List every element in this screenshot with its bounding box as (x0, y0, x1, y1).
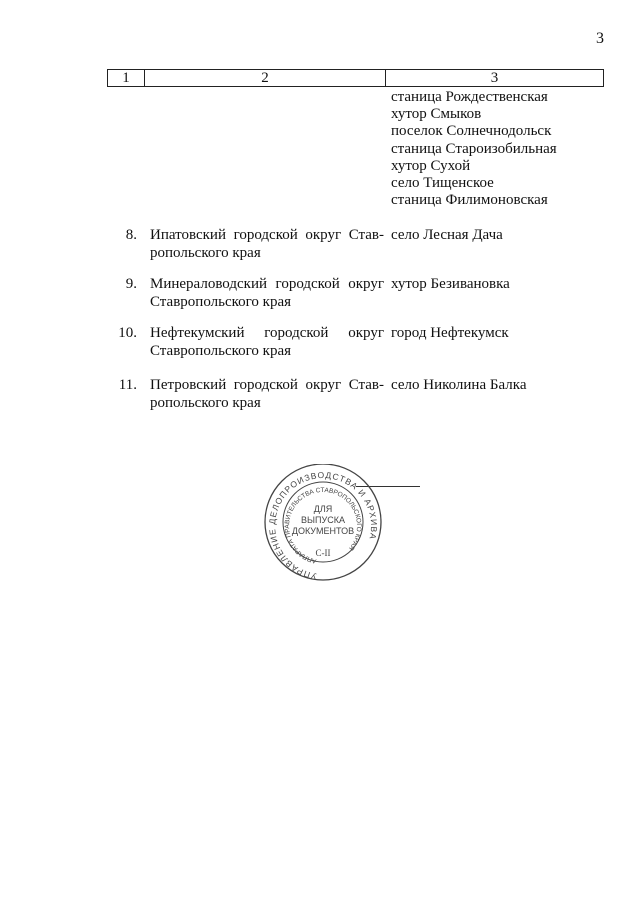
row-number: 10. (118, 325, 137, 341)
seal-outer-text: УПРАВЛЕНИЕ ДЕЛОПРОИЗВОДСТВА И АРХИВА (266, 469, 380, 582)
seal-center-line: ВЫПУСКА (301, 515, 345, 525)
place-item: село Тищенское (391, 175, 494, 192)
district-line: Ипатовский городской округ Став- (150, 227, 384, 243)
page-number: 3 (596, 30, 604, 47)
district-line: Ставропольского края (150, 343, 291, 359)
row-number: 11. (118, 377, 137, 393)
seal-center-line: ДЛЯ (313, 504, 333, 514)
district-line: ропольского края (150, 245, 261, 261)
place-name: город Нефтекумск (391, 325, 509, 341)
district-line: Минераловодский городской округ (150, 276, 384, 292)
seal-center-line: ДОКУМЕНТОВ (291, 526, 355, 536)
seal-inner-text: АППАРАТА ПРАВИТЕЛЬСТВА СТАВРОПОЛЬСКОГО КРАЯ (284, 486, 363, 565)
place-item: станица Рождественская (391, 89, 548, 105)
district-line: Нефтекумский городской округ (150, 325, 384, 341)
header-col-1: 1 (108, 70, 145, 87)
place-item: станица Филимоновская (391, 192, 548, 209)
district-name (150, 376, 384, 412)
continued-places-list (391, 89, 557, 209)
place-item: поселок Солнечнодольск (391, 123, 552, 140)
table-header (107, 69, 604, 87)
place-name: село Лесная Дача (391, 227, 503, 243)
row-number: 9. (125, 276, 137, 292)
district-name (150, 226, 384, 262)
place-item: станица Староизобильная (391, 140, 557, 157)
place-name: село Николина Балка (391, 377, 527, 393)
header-col-2: 2 (145, 70, 386, 87)
place-name: хутор Безивановка (391, 276, 510, 292)
place-item: хутор Сухой (391, 157, 471, 174)
header-col-3: 3 (386, 70, 604, 87)
district-line: ропольского края (150, 395, 261, 411)
place-item: хутор Смыков (391, 106, 482, 123)
official-seal-stamp (260, 464, 386, 582)
district-name (150, 324, 384, 360)
district-name (150, 275, 384, 311)
district-line: Ставропольского края (150, 294, 291, 310)
row-number: 8. (125, 227, 137, 243)
seal-code: С-II (315, 548, 331, 558)
district-line: Петровский городской округ Став- (150, 377, 384, 393)
